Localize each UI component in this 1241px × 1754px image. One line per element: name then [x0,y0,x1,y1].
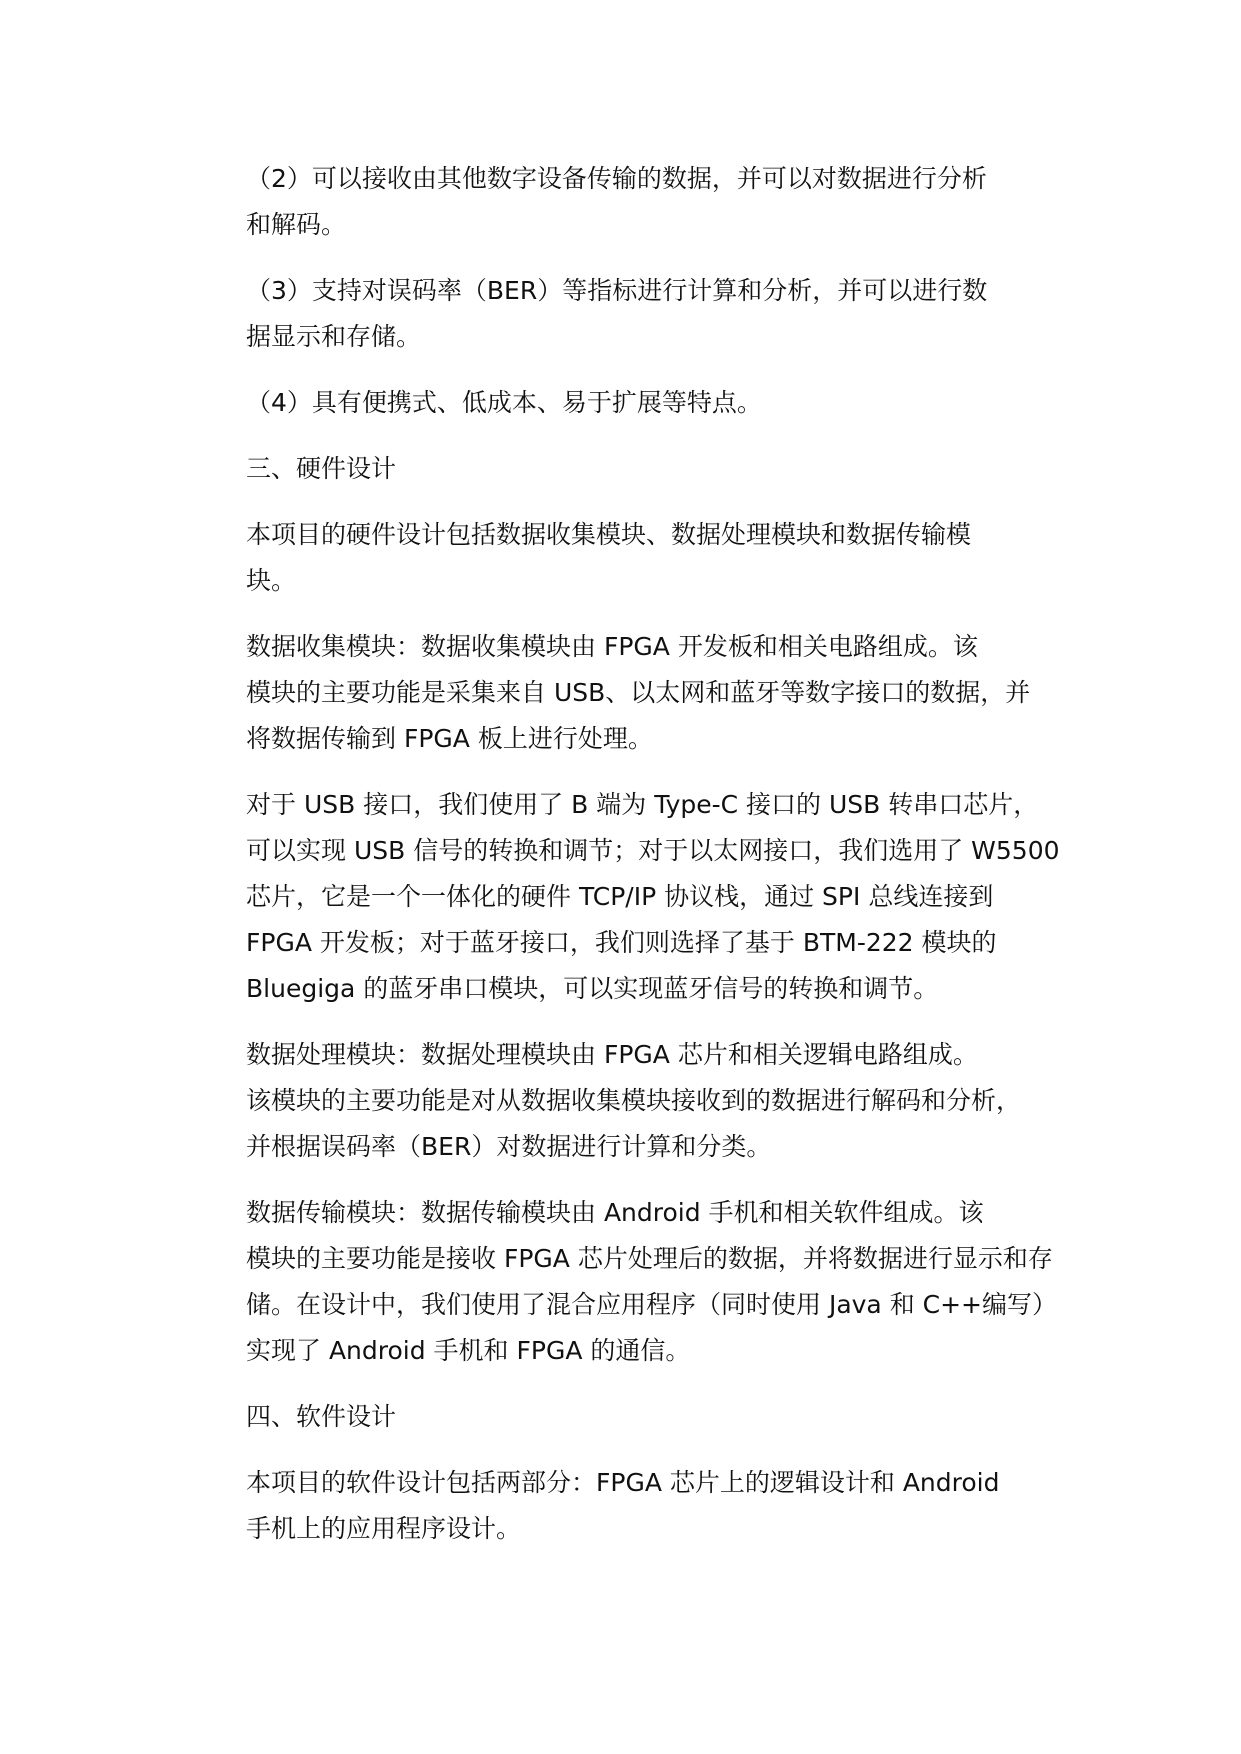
text-line: 本项目的软件设计包括两部分：FPGA 芯片上的逻辑设计和 Android [246,1468,1000,1497]
heading-text: 三、硬件设计 [246,454,397,483]
text-line: 本项目的硬件设计包括数据收集模块、数据处理模块和数据传输模 [246,520,972,549]
text-line: 数据传输模块：数据传输模块由 Android 手机和相关软件组成。该 [246,1198,984,1227]
section-heading-software [188,1394,1088,1440]
text-line: 该模块的主要功能是对从数据收集模块接收到的数据进行解码和分析， [246,1086,1022,1115]
text-line: 据显示和存储。 [246,322,422,351]
paragraph-hardware-overview [188,512,1088,604]
paragraph-feature-3 [188,268,1088,360]
text-line: （4）具有便携式、低成本、易于扩展等特点。 [246,388,762,417]
text-line: 模块的主要功能是接收 FPGA 芯片处理后的数据，并将数据进行显示和存 [246,1244,1053,1273]
paragraph-data-transmission [188,1190,1088,1374]
paragraph-data-processing [188,1032,1088,1170]
paragraph-interfaces [188,782,1088,1012]
text-line: 芯片，它是一个一体化的硬件 TCP/IP 协议栈，通过 SPI 总线连接到 [246,882,994,911]
text-line: 储。在设计中，我们使用了混合应用程序（同时使用 Java 和 C++编写） [246,1290,1058,1319]
text-line: （2）可以接收由其他数字设备传输的数据，并可以对数据进行分析 [246,164,987,193]
text-line: （3）支持对误码率（BER）等指标进行计算和分析，并可以进行数 [246,276,988,305]
text-line: 手机上的应用程序设计。 [246,1514,522,1543]
paragraph-feature-2 [188,156,1088,248]
paragraph-software-overview [188,1460,1088,1552]
heading-text: 四、软件设计 [246,1402,397,1431]
text-line: 可以实现 USB 信号的转换和调节；对于以太网接口，我们选用了 W5500 [246,836,1060,865]
text-line: 并根据误码率（BER）对数据进行计算和分类。 [246,1132,772,1161]
text-line: 和解码。 [246,210,347,239]
section-heading-hardware [188,446,1088,492]
text-line: FPGA 开发板；对于蓝牙接口，我们则选择了基于 BTM-222 模块的 [246,928,997,957]
text-line: 模块的主要功能是采集来自 USB、以太网和蓝牙等数字接口的数据，并 [246,678,1031,707]
text-line: Bluegiga 的蓝牙串口模块，可以实现蓝牙信号的转换和调节。 [246,974,939,1003]
text-line: 数据收集模块：数据收集模块由 FPGA 开发板和相关电路组成。该 [246,632,978,661]
text-line: 数据处理模块：数据处理模块由 FPGA 芯片和相关逻辑电路组成。 [246,1040,978,1069]
paragraph-feature-4 [188,380,1088,426]
text-line: 实现了 Android 手机和 FPGA 的通信。 [246,1336,691,1365]
paragraph-data-collection [188,624,1088,762]
text-line: 对于 USB 接口，我们使用了 B 端为 Type-C 接口的 USB 转串口芯片， [246,790,1039,819]
text-line: 块。 [246,566,297,595]
text-line: 将数据传输到 FPGA 板上进行处理。 [246,724,653,753]
document-body [188,156,1088,1572]
